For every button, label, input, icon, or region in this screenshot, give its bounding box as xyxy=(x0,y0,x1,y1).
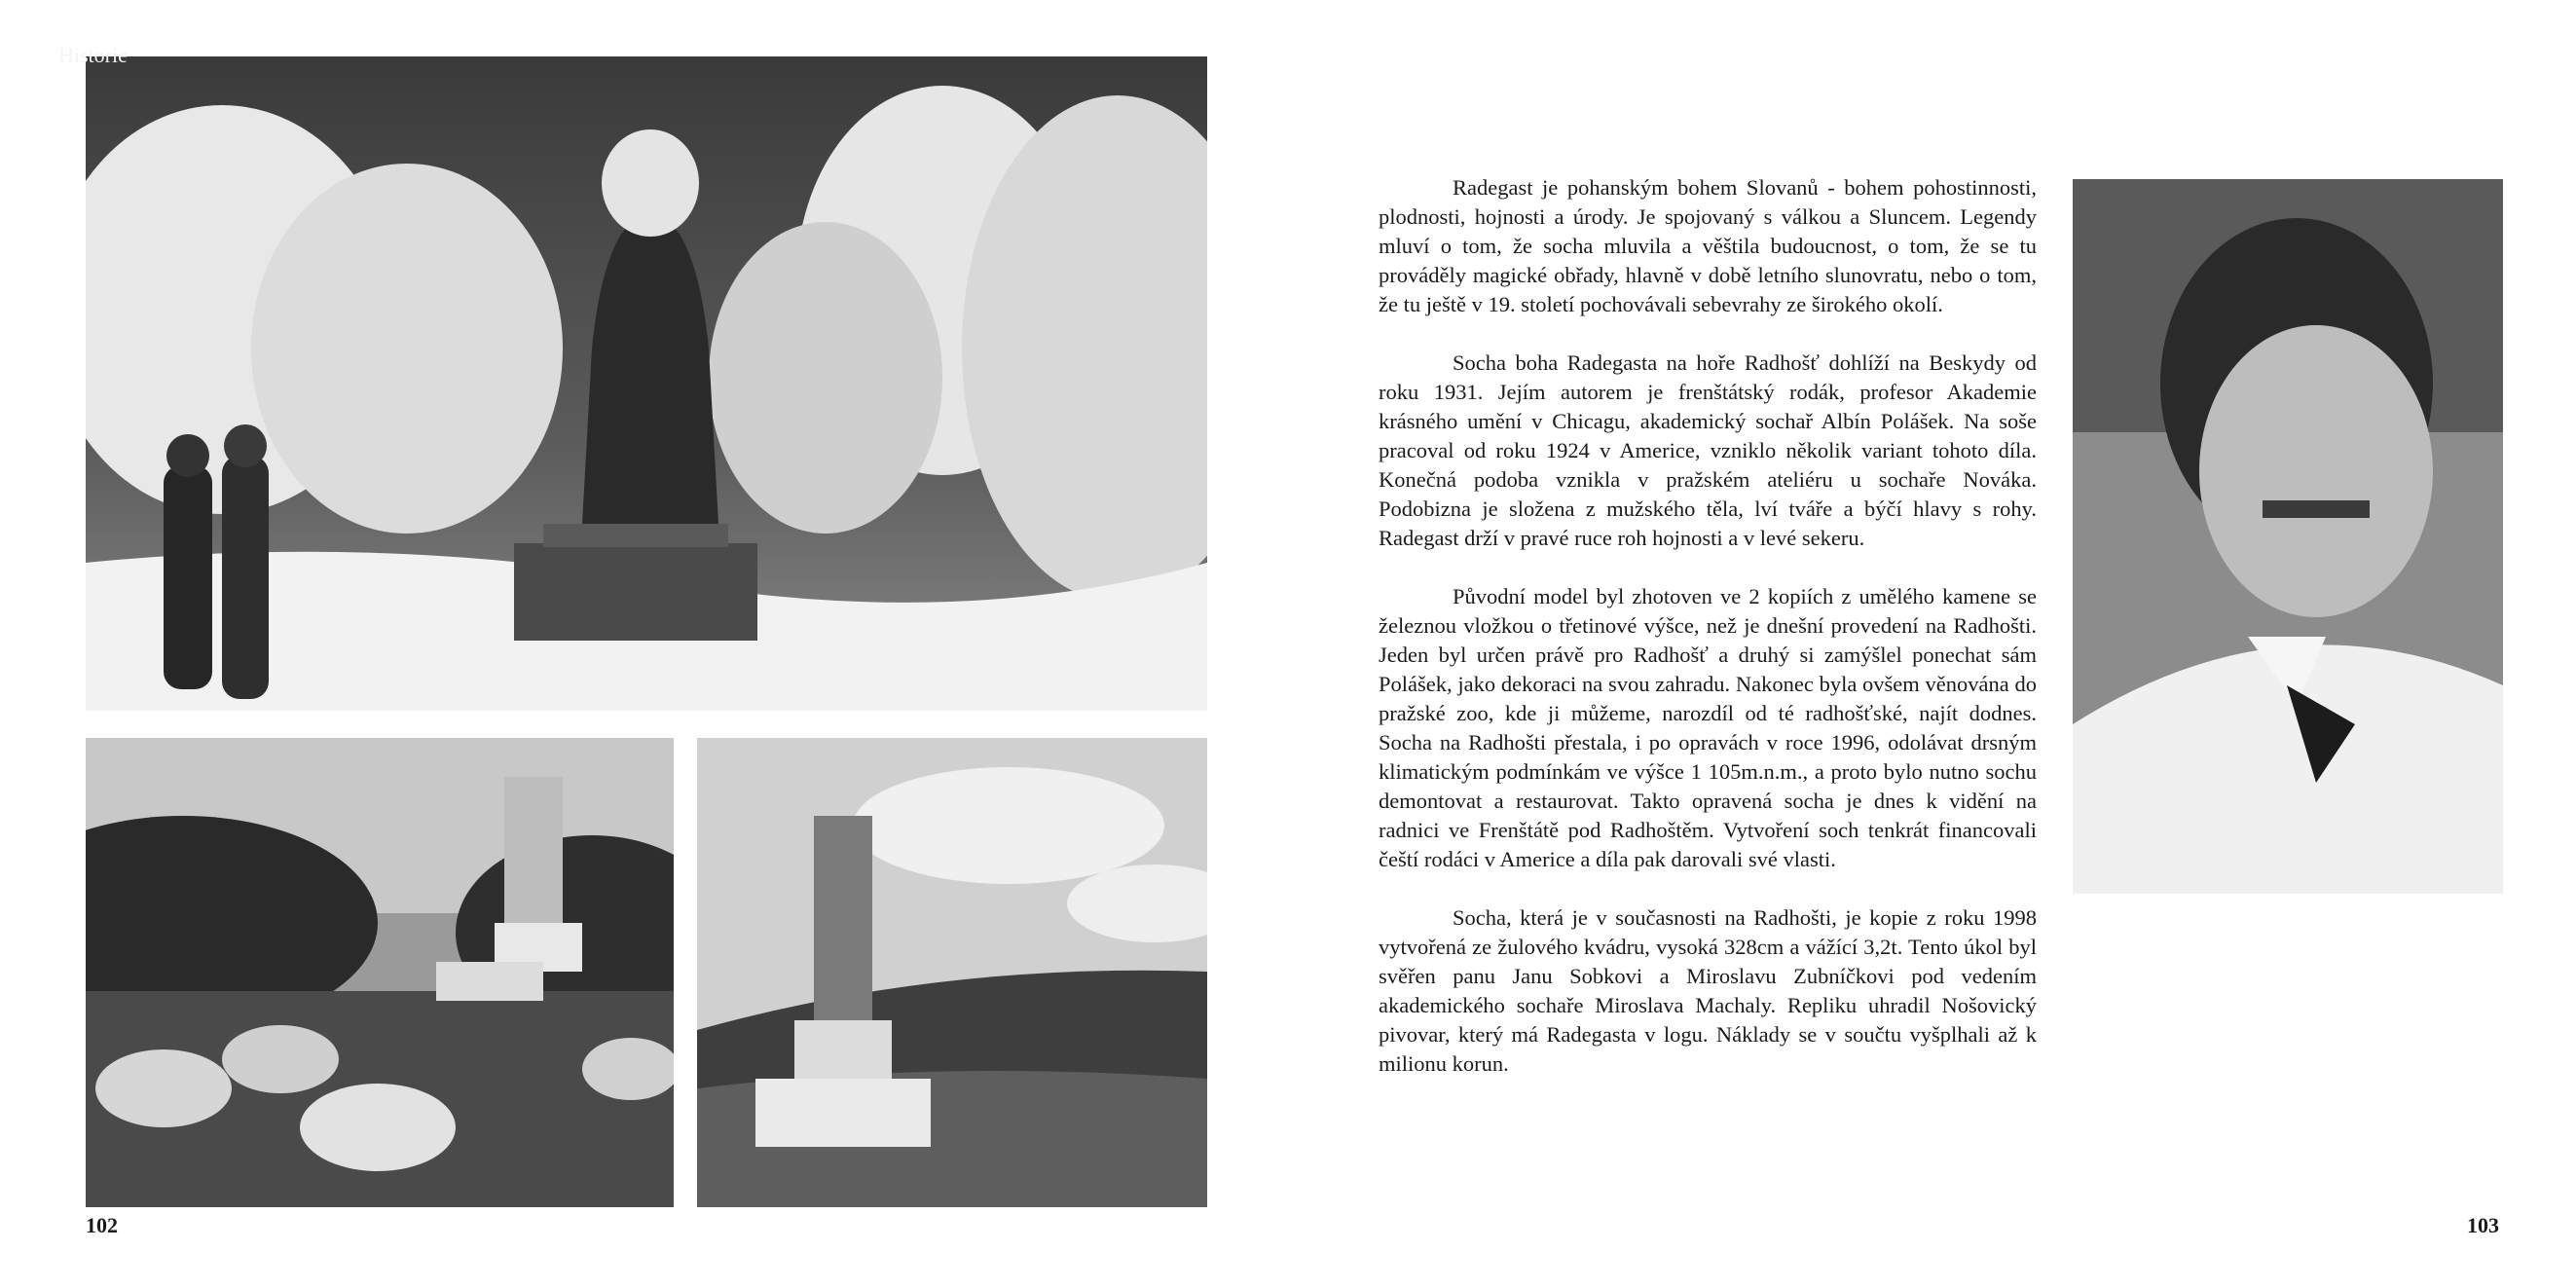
statue-sheep-image xyxy=(86,738,674,1207)
photo-portrait xyxy=(2073,179,2503,894)
statue-hill-image xyxy=(697,738,1207,1207)
article-text xyxy=(1379,173,2037,1108)
page-number-right: 103 xyxy=(2467,1213,2499,1237)
photo-statue-with-sheep xyxy=(86,738,674,1207)
paragraph: Původní model byl zhotoven ve 2 kopiích z umělého kamene se železnou vložkou o třetinové výšce, než je dnešní provedení na Radhošti. Jeden byl určen právě pro Radhošť a druhý si zamýšlel ponechat sám Polášek, jako dekoraci na svou zahradu. Nakonec byla ovšem věnována do pražské zoo, kde ji můžeme, narozdíl od té radhošťské, najít dodnes. Socha na Radhošti přestala, i po opravách v roce 1996, odolávat drsným klimatickým podmínkám ve výšce 1 105m.n.m., a proto bylo nutno sochu demontovat a restaurovat. Takto opravená socha je dnes k vidění na radnici ve Frenštátě pod Radhoštěm. Vytvoření soch tenkrát financovali čeští rodáci v Americe a díla pak darovali své vlasti. xyxy=(1379,584,2037,871)
photo-statue-on-hill xyxy=(697,738,1207,1207)
winter-statue-image xyxy=(86,56,1207,711)
portrait-image xyxy=(2073,179,2503,894)
paragraph: Radegast je pohanským bohem Slovanů - bohem pohostinnosti, plodnosti, hojnosti a úrody. Je spojovaný s válkou a Sluncem. Legendy mluví o tom, že socha mluvila a věštila budoucnost, o tom, že se tu prováděly magické obřady, hlavně v době letního slunovratu, nebo o tom, že tu ještě v 19. století pochovávali sebevrahy ze širokého okolí. xyxy=(1379,175,2037,316)
photo-winter-statue xyxy=(86,56,1207,711)
paragraph: Socha, která je v současnosti na Radhošti, je kopie z roku 1998 vytvořená ze žulového kvádru, vysoká 328cm a vážící 3,2t. Tento úkol byl svěřen panu Janu Sobkovi a Miroslavu Zubníčkovi pod vedením akademického sochaře Miroslava Machaly. Repliku uhradil Nošovický pivovar, který má Radegasta v logu. Náklady se v součtu vyšplhali až k milionu korun. xyxy=(1379,905,2037,1076)
page-number-left: 102 xyxy=(86,1213,118,1237)
paragraph: Socha boha Radegasta na hoře Radhošť dohlíží na Beskydy od roku 1931. Jejím autorem je frenštátský rodák, profesor Akademie krásného umění v Chicagu, akademický sochař Albín Polášek. Na soše pracoval od roku 1924 v Americe, vzniklo několik variant tohoto díla. Konečná podoba vznikla v pražském ateliéru u sochaře Nováka. Podobizna je složena z mužského těla, lví tváře a býčí hlavy s rohy. Radegast drží v pravé ruce roh hojnosti a v levé sekeru. xyxy=(1379,350,2037,550)
section-label: Historie xyxy=(58,43,128,67)
